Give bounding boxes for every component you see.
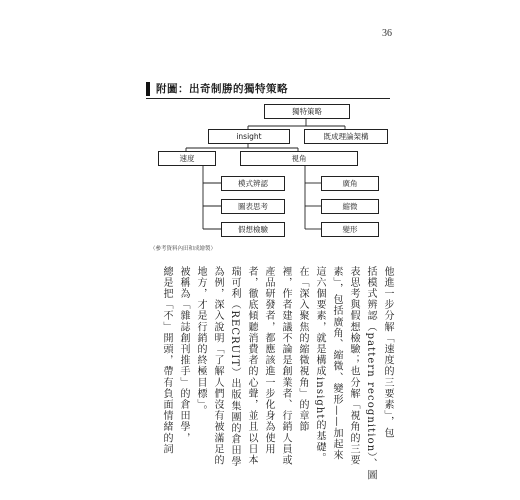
node-chart-thinking: 圖表思考 [221,199,285,214]
node-pattern-recognition: 模式辨認 [221,176,285,191]
body-column: 表思考與假想檢驗；也分解「視角的三要 [348,266,359,466]
body-column: 瑞可利（RECRUIT）出版集團的倉田學 [229,266,240,468]
node-transform: 變形 [321,222,379,237]
body-column: 者，徹底傾聽消費者的心聲，並且以日本 [246,266,257,466]
node-speed: 速度 [158,151,216,166]
body-column: 為例，深入說明「了解人們沒有被滿足的 [212,266,223,466]
figure-source-note: （參考資料內田和成繪製） [150,246,217,252]
body-column: 括模式辨認（pattern recognition）、圖 [365,266,376,481]
node-zoom-in: 縮微 [321,199,379,214]
node-root: 獨特策略 [264,104,350,119]
node-perspective: 視角 [240,151,358,166]
body-column: 在「深入聚焦的縮微視角」的章節 [297,266,308,433]
body-column: 地方，才是行銷的終極目標」。 [195,266,206,417]
page-number: 36 [382,28,392,39]
body-column: 他進一步分解「速度的三要素」，包 [382,266,393,439]
body-column: 素」，包括廣角、縮微、變形——加起來 [331,266,342,461]
node-wide-angle: 廣角 [321,176,379,191]
body-column: 被稱為「雜誌創刊推手」的倉田學， [178,266,189,444]
node-insight: insight [208,129,290,144]
body-column: 總是把「不」開頭，帶有負面情緒的詞 [161,266,172,455]
node-framework: 既成理論架構 [304,129,388,144]
body-column: 裡，作者建議不論是創業者、行銷人員或 [280,266,291,466]
body-column: 產品研發者，都應該進一步化身為使用 [263,266,274,455]
body-column: 這六個要素，就是構成insight的基礎。 [314,266,325,464]
figure-title: 附圖：出奇制勝的獨特策略 [156,83,288,95]
node-hypothesis-testing: 假想檢驗 [221,222,285,237]
